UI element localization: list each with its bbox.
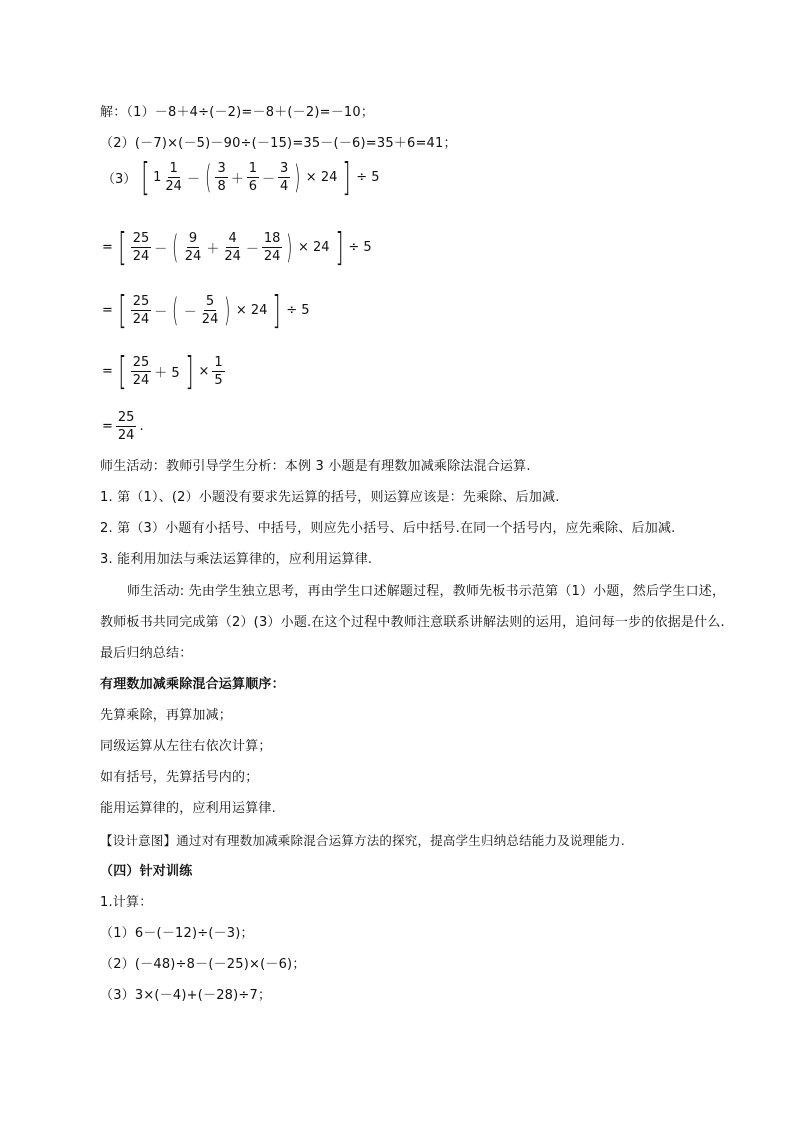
- training-question-2: （2）(－48)÷8－(－25)×(－6)；: [100, 957, 306, 972]
- activity-point-2: 2. 第（3）小题有小括号、中括号，则应先小括号、后中括号.在同一个括号内，应先乘除、后加减.: [100, 521, 676, 536]
- activity-intro: 师生活动：教师引导学生分析：本例 3 小题是有理数加减乘除法混合运算.: [100, 459, 531, 474]
- training-question-1: （1）6－(－12)÷(－3)；: [100, 926, 254, 941]
- solution-line-2: （2）(－7)×(－5)－90÷(－15)=35－(－6)=35＋6=41；: [100, 136, 457, 151]
- activity2-line-2: 教师板书共同完成第（2）(3）小题.在这个过程中教师注意联系讲解法则的运用，追问每一步的依据是什么.: [100, 615, 725, 630]
- math-step-2: = [ $\frac{25}{24}$ － ( $\frac{9}{24}$ ＋ $\frac{4}{24}$ － $\frac{18}{24}$ ) × 24 ] ÷ 5: [102, 225, 372, 269]
- summary-rule-2: 同级运算从左往右依次计算；: [100, 739, 272, 754]
- math-step-5: = $\frac{25}{24}$ .: [102, 410, 144, 443]
- step1-prefix: （3）: [102, 171, 137, 187]
- summary-rule-4: 能用运算律的，应利用运算律.: [100, 801, 276, 816]
- math-step-4: = [ $\frac{25}{24}$ ＋ 5 ] × $\frac{1}{5}$: [102, 349, 223, 393]
- training-task: 1.计算：: [100, 895, 153, 910]
- activity-point-1: 1. 第（1）、(2）小题没有要求先运算的括号，则运算应该是：先乘除、后加减.: [100, 490, 560, 505]
- math-step-3: = [ $\frac{25}{24}$ － ( － $\frac{5}{24}$ ) × 24 ] ÷ 5: [102, 288, 310, 332]
- mixed-number: 1 $\frac{1}{24}$: [153, 160, 182, 194]
- summary-rule-3: 如有括号，先算括号内的；: [100, 770, 259, 785]
- design-intent: 【设计意图】通过对有理数加减乘除混合运算方法的探究，提高学生归纳总结能力及说理能力.: [100, 833, 625, 848]
- summary-title: 有理数加减乘除混合运算顺序：: [100, 677, 285, 692]
- training-question-3: （3）3×(－4)+(－28)÷7；: [100, 988, 272, 1003]
- activity2-line-1: 师生活动: 先由学生独立思考，再由学生口述解题过程，教师先板书示范第（1）小题，然后学生口述，: [127, 584, 726, 599]
- training-heading: （四）针对训练: [100, 864, 193, 879]
- activity-point-3: 3. 能利用加法与乘法运算律的，应利用运算律.: [100, 552, 373, 567]
- summary-rule-1: 先算乘除，再算加减；: [100, 708, 233, 723]
- math-step-1: （3） [ 1 $\frac{1}{24}$ － ( $\frac{3}{8}$ ＋ $\frac{1}{6}$ － $\frac{3}{4}$ ) × 24 ] ÷ 5: [102, 155, 380, 199]
- activity2-line-3: 最后归纳总结：: [100, 646, 193, 661]
- solution-line-1: 解：（1）－8＋4÷(－2)=－8＋(－2)=－10；: [100, 105, 375, 120]
